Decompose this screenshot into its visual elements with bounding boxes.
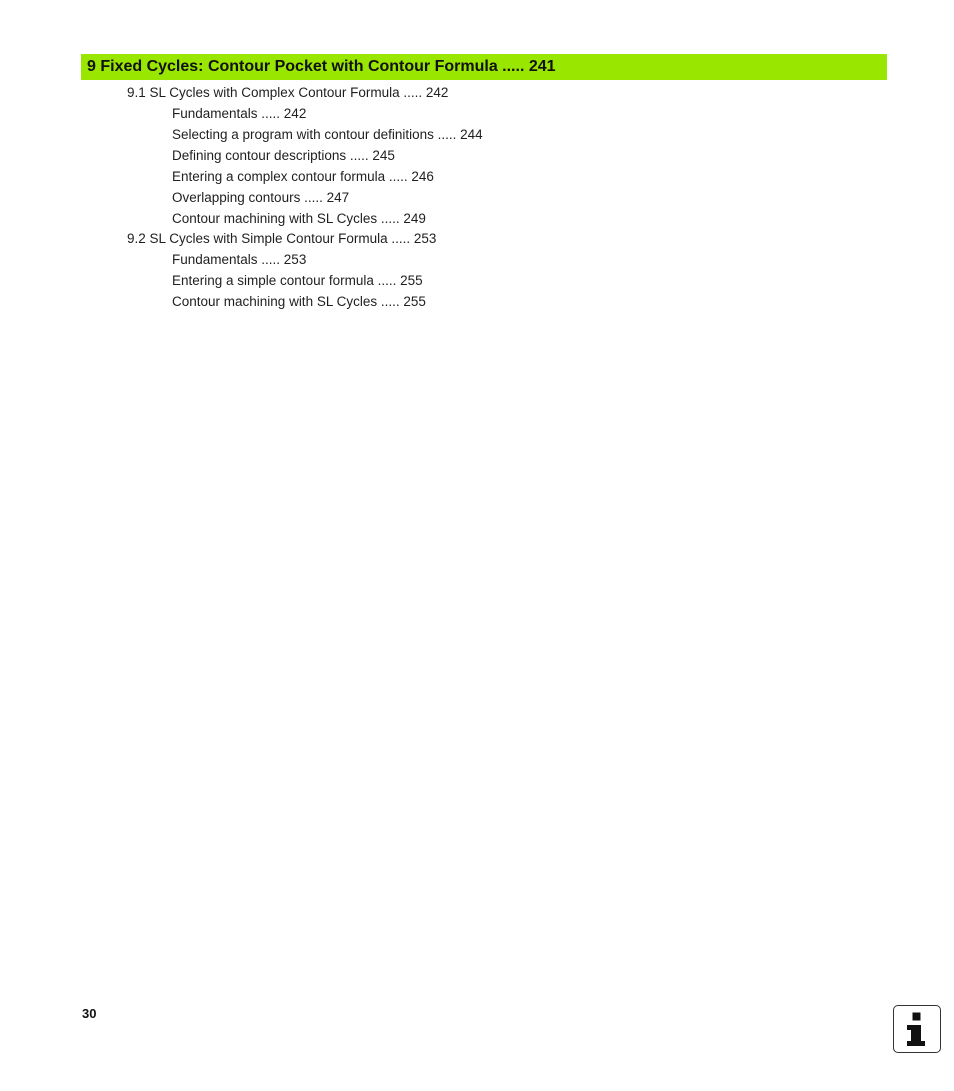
toc-entry-fundamentals[interactable]: Fundamentals ..... 242 [172,106,307,121]
toc-entry-fundamentals-2[interactable]: Fundamentals ..... 253 [172,252,307,267]
toc-entry-defining-contour[interactable]: Defining contour descriptions ..... 245 [172,148,395,163]
chapter-title: 9 Fixed Cycles: Contour Pocket with Contour Formula ..... 241 [87,58,556,75]
chapter-heading-bar[interactable] [81,54,887,80]
info-icon-glyph [894,1006,939,1051]
toc-entry-overlapping[interactable]: Overlapping contours ..... 247 [172,190,350,205]
page-number: 30 [82,1006,97,1021]
toc-entry-simple-formula[interactable]: Entering a simple contour formula ..... 255 [172,273,423,288]
toc-section-9-2[interactable]: 9.2 SL Cycles with Simple Contour Formula ..... 253 [127,231,437,246]
toc-entry-contour-machining-2[interactable]: Contour machining with SL Cycles ..... 255 [172,294,426,309]
toc-entry-contour-machining[interactable]: Contour machining with SL Cycles ..... 249 [172,211,426,226]
info-icon[interactable] [893,1005,941,1053]
toc-entry-selecting-program[interactable]: Selecting a program with contour definitions ..... 244 [172,127,483,142]
toc-section-9-1[interactable]: 9.1 SL Cycles with Complex Contour Formula ..... 242 [127,85,449,100]
toc-entry-complex-formula[interactable]: Entering a complex contour formula ..... 246 [172,169,434,184]
